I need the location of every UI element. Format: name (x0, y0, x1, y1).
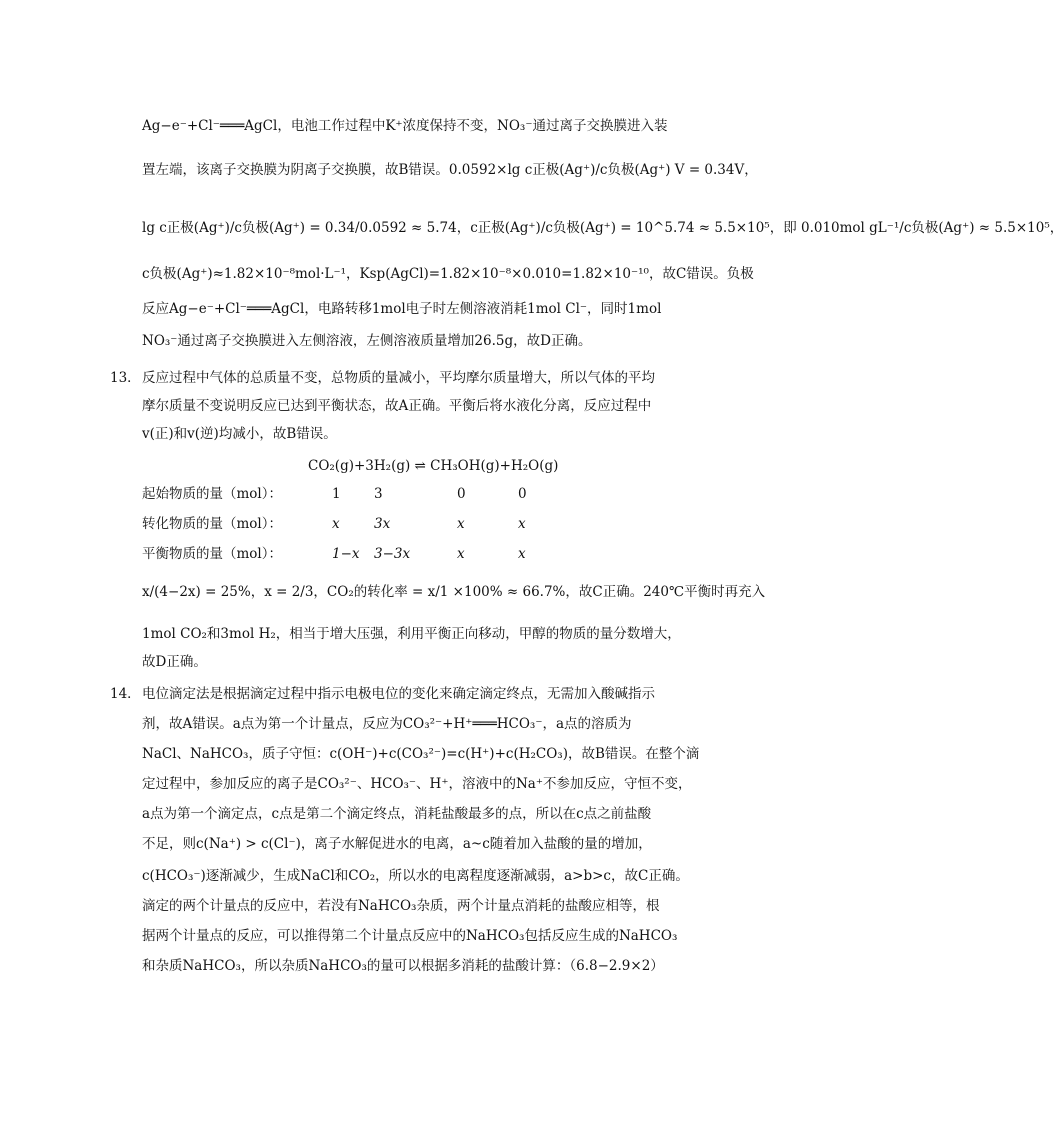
text-line: 反应过程中气体的总质量不变，总物质的量减小，平均摩尔质量增大，所以气体的平均 (142, 370, 655, 386)
text-line: 滴定的两个计量点的反应中，若没有NaHCO₃杂质，两个计量点消耗的盐酸应相等，根 (142, 898, 660, 914)
text-line: 和杂质NaHCO₃，所以杂质NaHCO₃的量可以根据多消耗的盐酸计算：（6.8−2.9×2） (142, 958, 664, 974)
text-line: 据两个计量点的反应，可以推得第二个计量点反应中的NaHCO₃包括反应生成的NaHCO₃ (142, 928, 678, 944)
text-line: a点为第一个滴定点，c点是第二个滴定终点，消耗盐酸最多的点，所以在c点之前盐酸 (142, 806, 652, 822)
row-label: 起始物质的量（mol）： (142, 486, 282, 502)
text-line: v(正)和v(逆)均减小，故B错误。 (142, 426, 337, 442)
text-line: c负极(Ag⁺)≈1.82×10⁻⁸mol·L⁻¹，Ksp(AgCl)=1.82×10⁻⁸×0.010=1.82×10⁻¹⁰，故C错误。负极 (142, 266, 754, 282)
table-cell: 3−3x (374, 546, 411, 562)
table-cell: x (518, 516, 526, 532)
text-line: 电位滴定法是根据滴定过程中指示电极电位的变化来确定滴定终点，无需加入酸碱指示 (142, 686, 655, 702)
question-number: 14． (110, 686, 141, 702)
text-line: 定过程中，参加反应的离子是CO₃²⁻、HCO₃⁻、H⁺，溶液中的Na⁺不参加反应，守恒不变， (142, 776, 692, 792)
text-line: lg c正极(Ag⁺)/c负极(Ag⁺) = 0.34/0.0592 ≈ 5.74，c正极(Ag⁺)/c负极(Ag⁺) = 10^5.74 ≈ 5.5×10⁵，即 0.010mol gL⁻¹/c负极(Ag⁺) ≈ 5.5×10⁵， (142, 220, 1063, 236)
text-line: Ag−e⁻+Cl⁻═══AgCl，电池工作过程中K⁺浓度保持不变，NO₃⁻通过离子交换膜进入装 (142, 118, 668, 134)
chemical-equation: CO₂(g)+3H₂(g) ⇌ CH₃OH(g)+H₂O(g) (308, 458, 559, 474)
text-line: NO₃⁻通过离子交换膜进入左侧溶液，左侧溶液质量增加26.5g，故D正确。 (142, 333, 592, 349)
text-line: 1mol CO₂和3mol H₂，相当于增大压强，利用平衡正向移动，甲醇的物质的量分数增大， (142, 626, 681, 642)
text-line: NaCl、NaHCO₃，质子守恒：c(OH⁻)+c(CO₃²⁻)=c(H⁺)+c(H₂CO₃)，故B错误。在整个滴 (142, 746, 700, 762)
table-cell: 0 (518, 486, 527, 502)
table-cell: x (457, 546, 465, 562)
text-line: 剂，故A错误。a点为第一个计量点，反应为CO₃²⁻+H⁺═══HCO₃⁻，a点的溶质为 (142, 716, 632, 732)
table-cell: x (457, 516, 465, 532)
text-line: x/(4−2x) = 25%，x = 2/3，CO₂的转化率 = x/1 ×100% ≈ 66.7%，故C正确。240℃平衡时再充入 (142, 584, 766, 600)
row-label: 转化物质的量（mol）： (142, 516, 282, 532)
table-cell: 1 (332, 486, 341, 502)
table-cell: 1−x (332, 546, 360, 562)
text-line: 反应Ag−e⁻+Cl⁻═══AgCl，电路转移1mol电子时左侧溶液消耗1mol Cl⁻，同时1mol (142, 301, 662, 317)
text-line: 置左端，该离子交换膜为阴离子交换膜，故B错误。0.0592×lg c正极(Ag⁺)/c负极(Ag⁺) V = 0.34V， (142, 162, 758, 178)
table-cell: x (332, 516, 340, 532)
text-line: 故D正确。 (142, 654, 207, 670)
text-line: c(HCO₃⁻)逐渐减少，生成NaCl和CO₂，所以水的电离程度逐渐减弱，a>b>c，故C正确。 (142, 868, 689, 884)
text-line: 不足，则c(Na⁺) > c(Cl⁻)，离子水解促进水的电离，a~c随着加入盐酸的量的增加， (142, 836, 652, 852)
question-number: 13． (110, 370, 141, 386)
table-cell: 3x (374, 516, 391, 532)
table-cell: 0 (457, 486, 466, 502)
row-label: 平衡物质的量（mol）： (142, 546, 282, 562)
text-line: 摩尔质量不变说明反应已达到平衡状态，故A正确。平衡后将水液化分离，反应过程中 (142, 398, 652, 414)
table-cell: 3 (374, 486, 383, 502)
table-cell: x (518, 546, 526, 562)
